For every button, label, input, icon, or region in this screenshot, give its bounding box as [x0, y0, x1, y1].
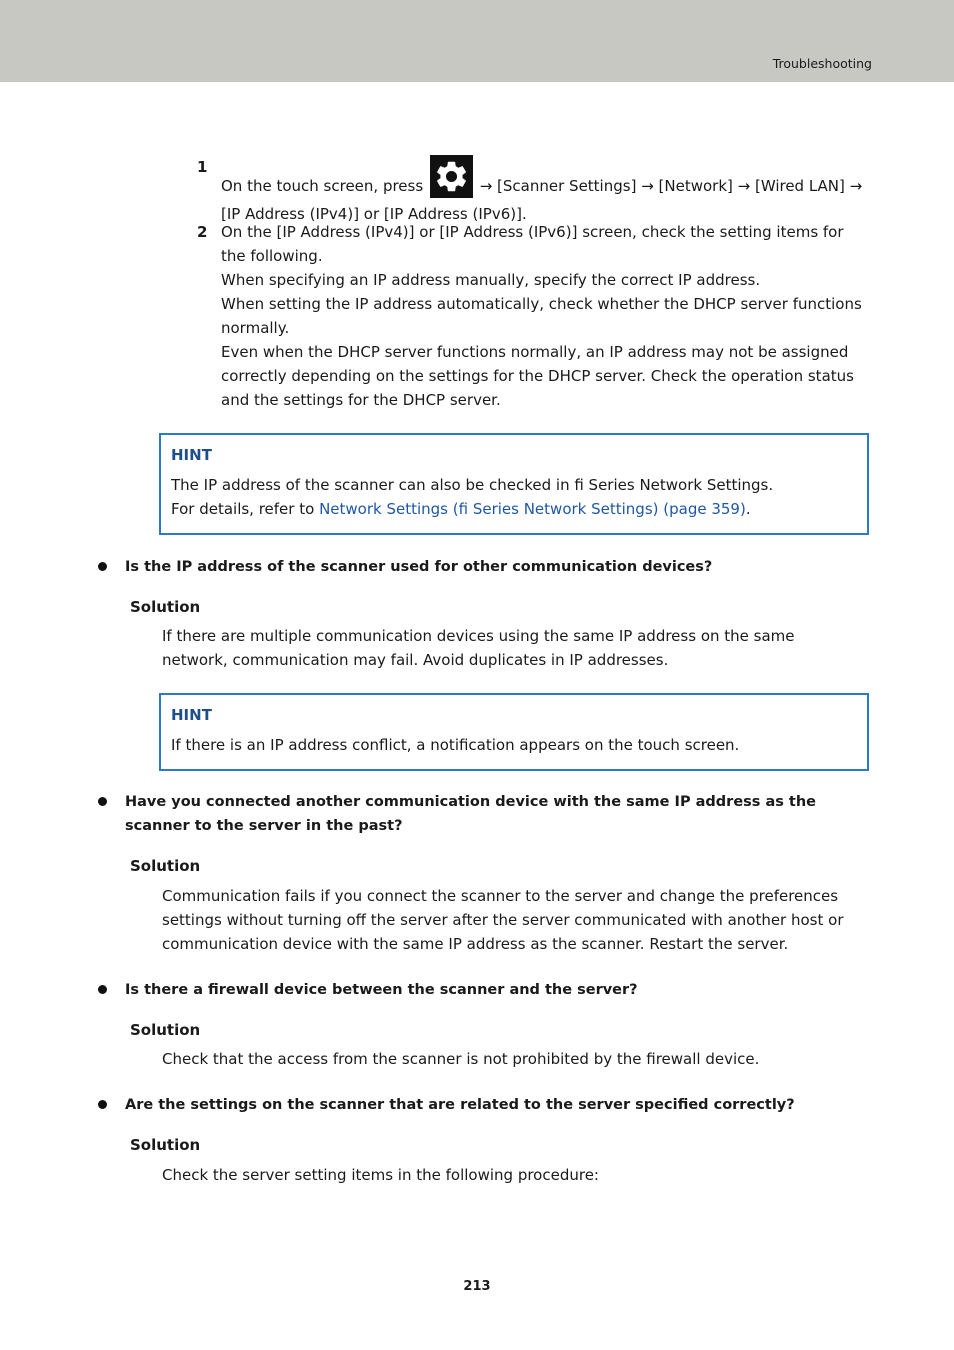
step-2-line: When setting the IP address automatically, check whether the DHCP server functions normally.: [221, 295, 862, 337]
hint-line: [171, 497, 857, 521]
solution-label: Solution: [130, 598, 201, 616]
step-1-text-post: → [Scanner Settings] → [Network] → [Wired LAN] → [IP Address (IPv4)] or [IP Address (IPv6)].: [221, 177, 863, 223]
step-2-line: Even when the DHCP server functions normally, an IP address may not be assigned correctly depending on the settings for the DHCP server. Check the operation status and the settings for the DHCP server.: [221, 343, 854, 409]
question-item: [98, 555, 878, 579]
page-number: 213: [463, 1279, 491, 1294]
step-1: [197, 155, 867, 228]
question-item: [98, 790, 878, 838]
page-header: [0, 0, 954, 82]
network-settings-link[interactable]: Network Settings (fi Series Network Settings) (page 359): [319, 500, 746, 518]
solution-text: Communication fails if you connect the scanner to the server and change the preferences settings without turning off the server after the server communicated with another host or communication device with the same IP address as the scanner. Restart the server.: [162, 887, 844, 953]
question-text: Is the IP address of the scanner used for other communication devices?: [125, 559, 713, 575]
question-text: Is there a firewall device between the scanner and the server?: [125, 982, 638, 998]
step-2: [197, 220, 867, 412]
solution-text: Check that the access from the scanner is not prohibited by the firewall device.: [162, 1050, 760, 1068]
hint-line-post: .: [745, 500, 751, 518]
step-2-line: When specifying an IP address manually, specify the correct IP address.: [221, 271, 761, 289]
step-number: 1: [197, 158, 208, 176]
question-item: [98, 1093, 878, 1117]
hint-box: [159, 433, 869, 535]
hint-line: The IP address of the scanner can also be checked in fi Series Network Settings.: [171, 476, 774, 494]
gear-icon: [430, 155, 473, 198]
hint-label: HINT: [171, 706, 212, 724]
solution-text: If there are multiple communication devices using the same IP address on the same network, communication may fail. Avoid duplicates in IP addresses.: [162, 627, 795, 669]
solution-label: Solution: [130, 1136, 201, 1154]
step-2-line: On the [IP Address (IPv4)] or [IP Address (IPv6)] screen, check the setting items for the following.: [221, 223, 844, 265]
question-item: [98, 978, 878, 1002]
step-number: 2: [197, 223, 208, 241]
solution-text: Check the server setting items in the following procedure:: [162, 1166, 599, 1184]
hint-text: If there is an IP address conflict, a notification appears on the touch screen.: [171, 736, 740, 754]
hint-text: [171, 473, 857, 521]
header-title: Troubleshooting: [772, 56, 872, 71]
bullet-icon: [98, 797, 107, 806]
question-text: Are the settings on the scanner that are related to the server specified correctly?: [125, 1097, 795, 1113]
hint-label: HINT: [171, 446, 212, 464]
solution-label: Solution: [130, 1021, 201, 1039]
solution-label: Solution: [130, 857, 201, 875]
step-1-text-pre: On the touch screen, press: [221, 177, 428, 195]
bullet-icon: [98, 562, 107, 571]
bullet-icon: [98, 1100, 107, 1109]
bullet-icon: [98, 985, 107, 994]
hint-box: [159, 693, 869, 771]
question-text: Have you connected another communication device with the same IP address as the scanner to the server in the past?: [125, 794, 817, 834]
hint-line-pre: For details, refer to: [171, 500, 320, 518]
